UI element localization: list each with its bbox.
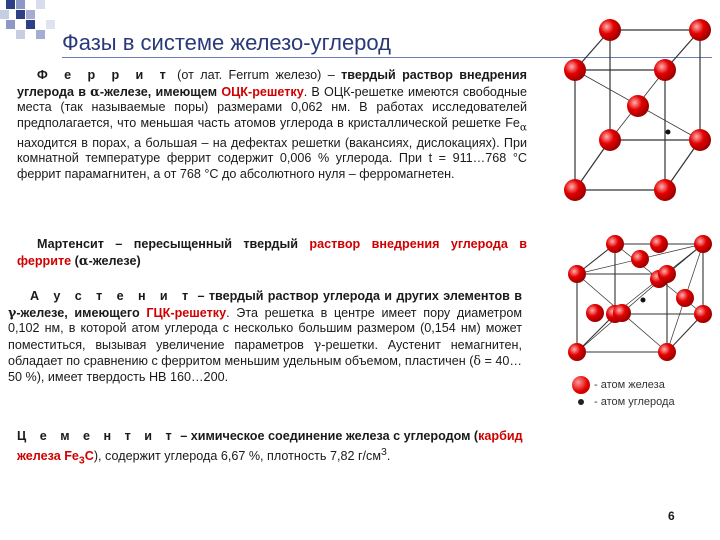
fcc-lattice-diagram — [555, 232, 720, 364]
legend-carbon — [572, 396, 675, 408]
carbon-atom — [641, 298, 646, 303]
cementite-text: – химическое соединение железа с углеродом ( — [176, 429, 479, 443]
bcc-lattice-term: ОЦК-решетку — [221, 84, 304, 99]
austenite-text: . Эта решетка в центре имеет пору диаметром 0,102 нм, в которой атом углерода с несколько большим размером (0,154 нм) может поместиться, вызывая увеличение параметров — [8, 305, 522, 352]
delta-symbol: δ — [473, 353, 481, 369]
ferrite-text: твердый раствор внедрения углерода в — [17, 68, 527, 99]
alpha-symbol: α — [78, 252, 89, 268]
cementite-text: ), содержит углерода 6,67 %, плотность 7,82 г/см — [93, 449, 382, 464]
iron-atom — [568, 343, 586, 361]
austenite-text: = 40…50 %), имеет твердость НВ 160…200. — [8, 354, 522, 384]
legend-iron-label: - атом железа — [594, 379, 665, 391]
ferrite-paragraph — [17, 68, 527, 183]
iron-atom — [568, 265, 586, 283]
martensite-paragraph — [17, 237, 527, 269]
iron-atom — [599, 129, 621, 151]
cementite-text: . — [386, 449, 391, 464]
carbon-atom — [666, 130, 671, 135]
iron-atom — [694, 305, 712, 323]
iron-atom — [658, 265, 676, 283]
cementite-term: Ц е м е н т и т — [17, 429, 177, 443]
austenite-text: – твердый раствор углерода и других элементов в — [193, 289, 522, 303]
fcc-lattice-term: ГЦК-решетку — [146, 305, 227, 320]
martensite-highlight: раствор внедрения углерода в — [309, 237, 527, 251]
martensite-text: Мартенсит – пересыщенный твердый — [37, 237, 310, 251]
ferrite-text: . В ОЦК-решетке имеются свободные места (так называемые поры) размерами 0,062 нм. В работах исследователей предполагается, что меньшая часть атомов углерода в кристаллической решетке Fe — [17, 84, 527, 130]
martensite-highlight: феррите — [17, 253, 72, 268]
ferrite-text: -железе, имеющем — [99, 84, 222, 99]
cementite-paragraph — [17, 428, 525, 469]
legend-iron — [572, 376, 665, 394]
iron-atom — [586, 304, 604, 322]
iron-atom — [654, 179, 676, 201]
iron-atom — [689, 19, 711, 41]
ferrite-text: (от лат. Ferrum железо) – — [170, 68, 342, 82]
carbon-atom-icon — [578, 399, 584, 405]
iron-carbide-term: С — [84, 449, 94, 464]
corner-decoration — [0, 0, 60, 50]
gamma-symbol: γ — [313, 336, 322, 352]
martensite-text: ( — [71, 253, 79, 268]
legend-carbon-label: - атом углерода — [594, 396, 675, 408]
slide-title: Фазы в системе железо-углерод — [62, 30, 392, 55]
austenite-text: -железе, имеющего — [16, 305, 147, 320]
iron-atom — [676, 289, 694, 307]
iron-atom — [564, 59, 586, 81]
alpha-subscript: α — [519, 121, 527, 134]
gamma-symbol: γ — [8, 304, 17, 320]
iron-atom — [650, 235, 668, 253]
iron-atom — [564, 179, 586, 201]
iron-carbide-term: карбид железа Fe — [17, 429, 523, 464]
austenite-text: -решетки. Аустенит немагнитен, обладает по сравнению с ферритом меньшим удельным объемом, пластичен ( — [8, 337, 522, 369]
subscript-3: 3 — [78, 454, 85, 467]
iron-atom — [654, 59, 676, 81]
iron-atom-icon — [572, 376, 590, 394]
ferrite-text: находится в порах, а большая – на дефектах решетки (вакансиях, дислокациях). При комнатной температуре феррит содержит 0,006 % углерода. При t = 911…768 °С феррит парамагнитен, а от 768 °С до абсолютного нуля – ферромагнетен. — [17, 135, 527, 182]
austenite-paragraph — [8, 289, 522, 386]
martensite-text: -железе) — [88, 253, 141, 268]
superscript-3: 3 — [381, 446, 387, 458]
iron-atom — [599, 19, 621, 41]
iron-atom — [606, 235, 624, 253]
austenite-term: А у с т е н и т — [30, 289, 194, 303]
page-number: 6 — [668, 509, 675, 523]
iron-atom — [627, 95, 649, 117]
bcc-lattice-diagram — [540, 10, 720, 220]
iron-atom — [658, 343, 676, 361]
iron-atom — [631, 250, 649, 268]
iron-atom — [694, 235, 712, 253]
alpha-symbol: α — [90, 83, 100, 99]
iron-atom — [689, 129, 711, 151]
ferrite-term: Ф е р р и т — [37, 68, 171, 82]
iron-atom — [613, 304, 631, 322]
